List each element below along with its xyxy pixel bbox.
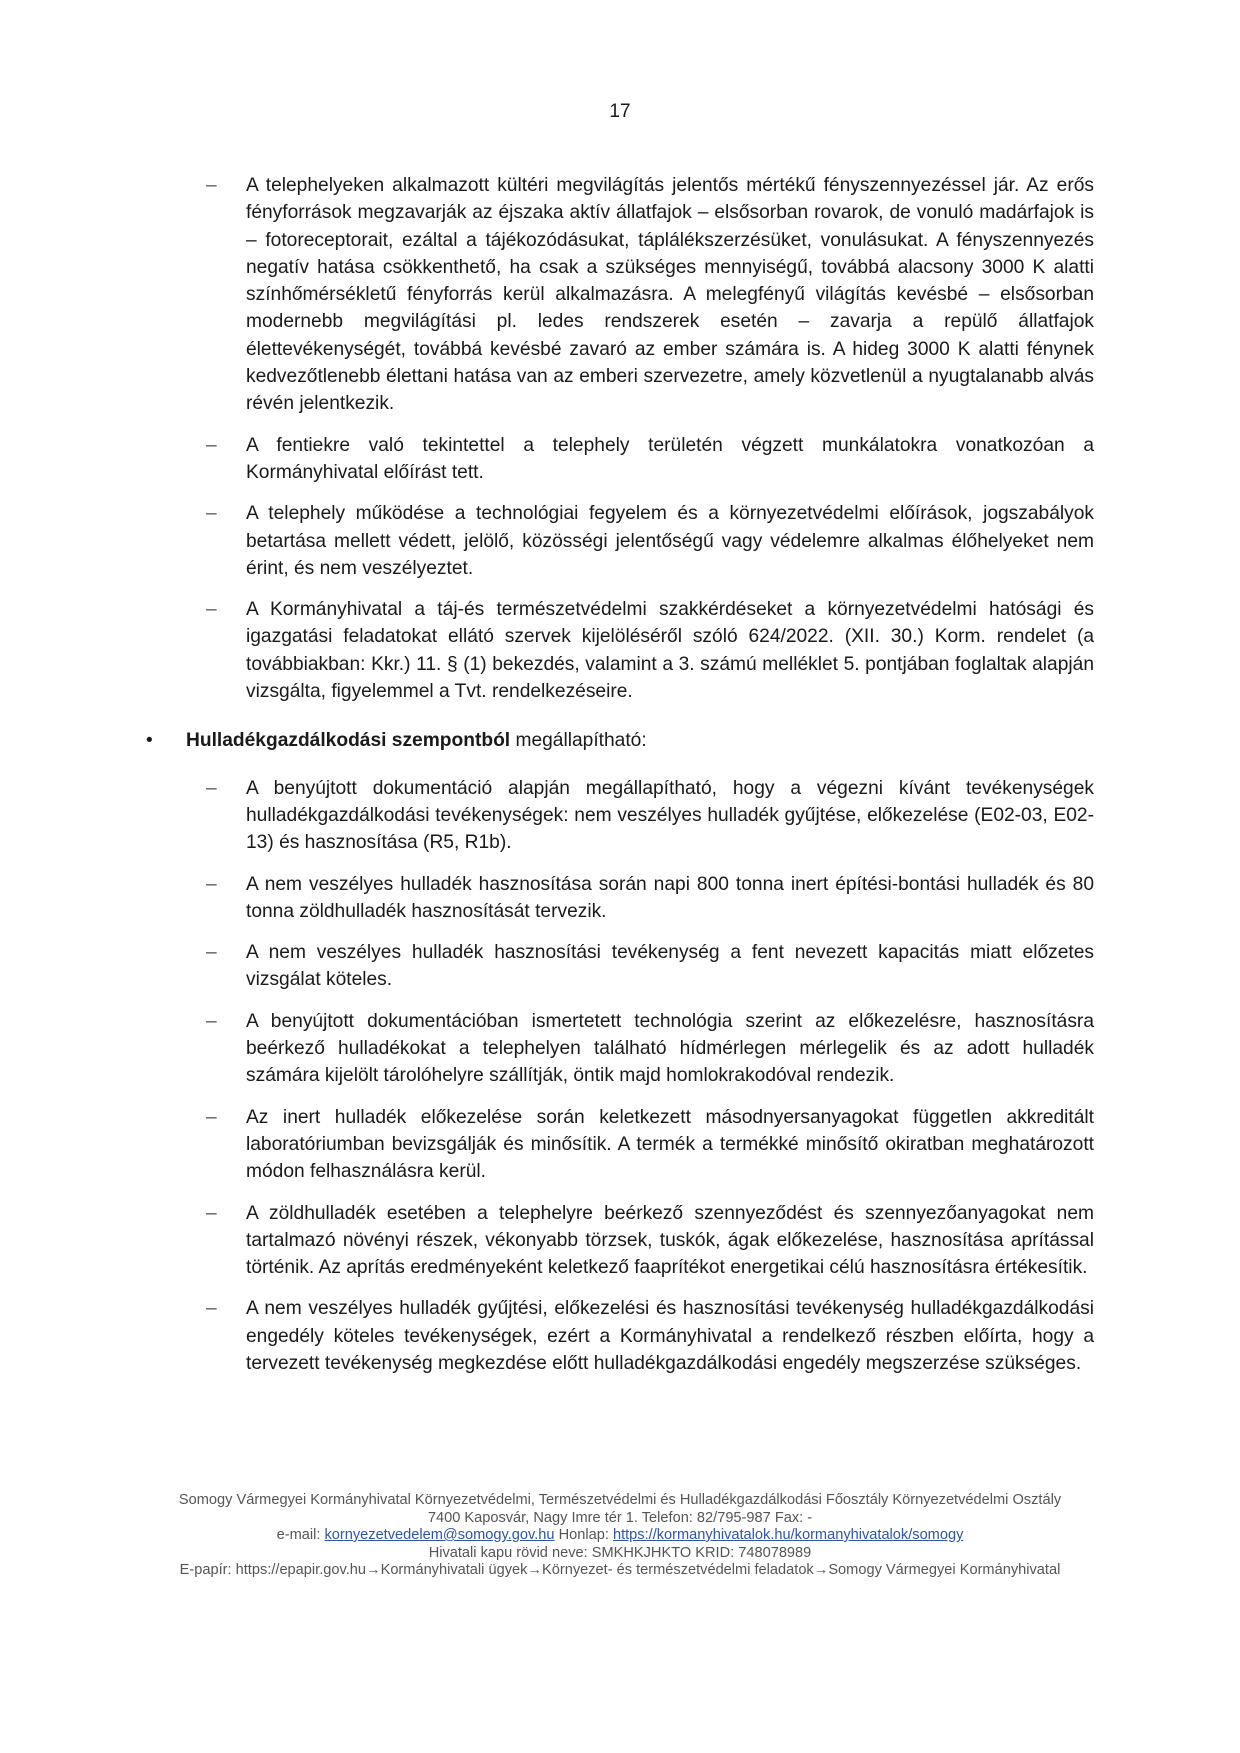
list-item: – A zöldhulladék esetében a telephelyre beérkező szennyeződést és szennyezőanyagokat nem tartalmazó növényi részek, vékonyabb törzsek, tuskók, ágak előkezelése, hasznosítása aprítással történik. Az aprítás eredményeként keletkező faaprítékot energetikai célú hasznosításra értékesítik.: [246, 1200, 1094, 1282]
list-item: – A nem veszélyes hulladék hasznosítása során napi 800 tonna inert építési-bontási hulladék és 80 tonna zöldhulladék hasznosítását tervezik.: [246, 871, 1094, 926]
footer-address: 7400 Kaposvár, Nagy Imre tér 1. Telefon: 82/795-987 Fax: -: [427, 1509, 813, 1526]
footer-gateway: Hivatali kapu rövid neve: SMKHKJHKTO KRID: 748078989: [428, 1544, 812, 1561]
document-body: [0, 172, 1240, 1391]
list-item: – A telephelyeken alkalmazott kültéri megvilágítás jelentős mértékű fényszennyezéssel jár. Az erős fényforrások megzavarják az éjszaka aktív állatfajok – elsősorban rovarok, de vonuló madárfajok is – fotoreceptorait, ezáltal a tájékozódásukat, táplálékszerzésüket, vonulásukat. A fényszennyezés negatív hatása csökkenthető, ha csak a szükséges mennyiségű, továbbá alacsony 3000 K alatti színhőmérsékletű fényforrás kerül alkalmazásra. A melegfényű világítás kevésbé – elsősorban modernebb megvilágítási pl. ledes rendszerek esetén – zavarja a repülő állatfajok élettevékenységét, továbbá kevésbé zavaró az ember számára is. A hideg 3000 K alatti fénynek kedvezőtlenebb élettani hatása van az emberi szervezetre, amely közvetlenül a nyugtalanabb alvás révén jelentkezik.: [246, 172, 1094, 418]
dash-list-nature: [0, 172, 1094, 705]
footer-email-link[interactable]: kornyezetvedelem@somogy.gov.hu: [324, 1527, 555, 1543]
list-item: – A nem veszélyes hulladék gyűjtési, előkezelési és hasznosítási tevékenység hulladékgazdálkodási engedély köteles tevékenységek, ezért a Kormányhivatal a rendelkező részben előírta, hogy a tervezett tevékenység megkezdése előtt hulladékgazdálkodási engedély megszerzése szükséges.: [246, 1295, 1094, 1377]
list-item: – A telephely működése a technológiai fegyelem és a környezetvédelmi előírások, jogszabályok betartása mellett védett, jelölő, közösségi jelentőségű vagy védelemre alkalmas élőhelyeket nem érint, és nem veszélyeztet.: [246, 500, 1094, 582]
list-item: – A nem veszélyes hulladék hasznosítási tevékenység a fent nevezett kapacitás miatt előzetes vizsgálat köteles.: [246, 939, 1094, 994]
list-item: – Az inert hulladék előkezelése során keletkezett másodnyersanyagokat független akkreditált laboratóriumban bevizsgálják és minősítik. A termék a termékké minősítő okiratban meghatározott módon felhasználásra kerül.: [246, 1104, 1094, 1186]
section-heading-rest: megállapítható:: [510, 730, 647, 752]
list-item: – A Kormányhivatal a táj-és természetvédelmi szakkérdéseket a környezetvédelmi hatósági és igazgatási feladatokat ellátó szervek kijelöléséről szóló 624/2022. (XII. 30.) Korm. rendelet (a továbbiakban: Kkr.) 11. § (1) bekezdés, valamint a 3. számú melléklet 5. pontjában foglaltak alapján vizsgálta, figyelemmel a Tvt. rendelkezéseire.: [246, 596, 1094, 705]
dash-list-waste: [0, 775, 1094, 1378]
footer-epapir: E-papír: https://epapir.gov.hu→Kormányhivatali ügyek→Környezet- és természetvédelmi feladatok→Somogy Vármegyei Kormányhivatal: [179, 1562, 1061, 1578]
bullet-icon: •: [146, 730, 153, 752]
footer-contact: [0, 1527, 1240, 1545]
list-item: – A fentiekre való tekintettel a telephely területén végzett munkálatokra vonatkozóan a Kormányhivatal előírást tett.: [246, 432, 1094, 487]
list-item: – A benyújtott dokumentációban ismertetett technológia szerint az előkezelésre, hasznosításra beérkező hulladékokat a telephelyen található hídmérlegen mérlegelik és az adott hulladék számára kijelölt tárolóhelyre szállítják, öntik majd homlokrakodóval rendezik.: [246, 1008, 1094, 1090]
footer-email-label: e-mail:: [276, 1527, 325, 1543]
footer-office: Somogy Vármegyei Kormányhivatal Környezetvédelmi, Természetvédelmi és Hulladékgazdálkodási Főosztály Környezetvédelmi Osztály: [178, 1492, 1062, 1508]
footer-web-link[interactable]: https://kormanyhivatalok.hu/kormanyhivatalok/somogy: [612, 1527, 964, 1543]
page-footer: [0, 1492, 1240, 1580]
page-number: 17: [609, 101, 631, 122]
section-heading-bold: Hulladékgazdálkodási szempontból: [186, 730, 511, 752]
list-item: – A benyújtott dokumentáció alapján megállapítható, hogy a végezni kívánt tevékenységek hulladékgazdálkodási tevékenységek: nem veszélyes hulladék gyűjtése, előkezelése (E02-03, E02-13) és hasznosítása (R5, R1b).: [246, 775, 1094, 857]
section-heading-waste: [0, 727, 1240, 754]
footer-web-label: Honlap:: [554, 1527, 613, 1543]
